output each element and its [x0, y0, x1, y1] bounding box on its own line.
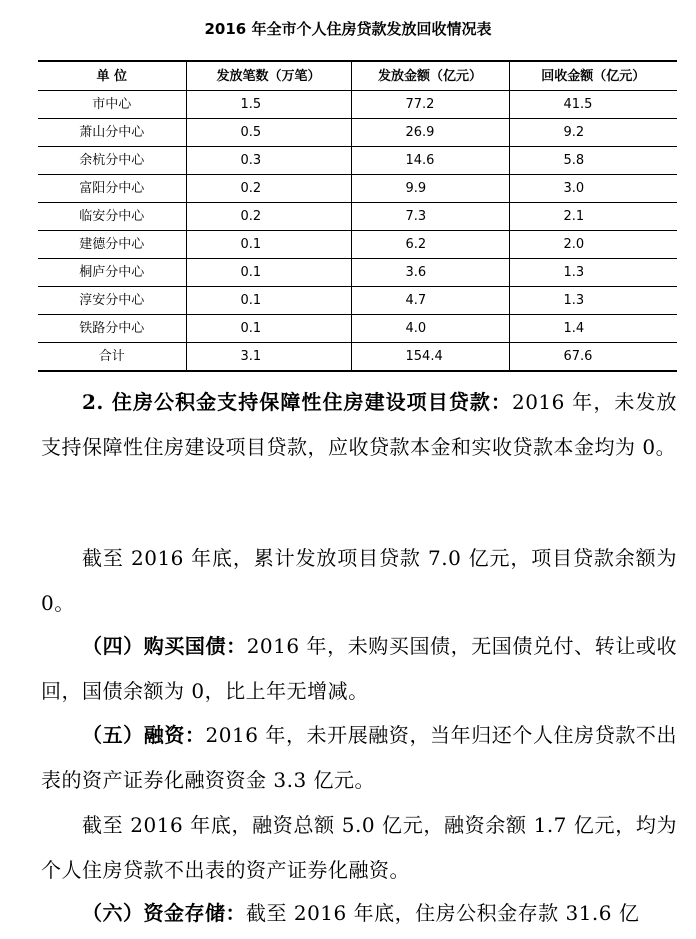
cell-count: 0.1: [186, 231, 351, 259]
header-unit: 单 位: [38, 61, 186, 91]
cell-recovered: 3.0: [509, 175, 677, 203]
section-heading: （六）资金存储：: [82, 901, 246, 925]
cell-issued: 4.0: [351, 315, 509, 343]
cell-unit: 临安分中心: [38, 203, 186, 231]
cell-issued: 6.2: [351, 231, 509, 259]
header-issued: 发放金额（亿元）: [351, 61, 509, 91]
table-row: [38, 259, 677, 287]
cell-recovered: 1.4: [509, 315, 677, 343]
cell-issued: 14.6: [351, 147, 509, 175]
cell-issued: 4.7: [351, 287, 509, 315]
cell-count: 0.2: [186, 175, 351, 203]
paragraph-project-loans: [41, 380, 677, 470]
paragraph-text: 截至 2016 年底，融资总额 5.0 亿元，融资余额 1.7 亿元，均为个人住房贷款不出表的资产证券化融资。: [41, 813, 677, 882]
cell-issued: 3.6: [351, 259, 509, 287]
cell-count: 0.1: [186, 315, 351, 343]
paragraph-financing-balance: [41, 803, 677, 893]
paragraph-text: 2016 年，未购买国债，无国债兑付、转让或收回，国债余额为 0，比上年无增减。: [41, 634, 677, 703]
section-heading: （五）融资：: [82, 723, 206, 747]
cell-unit: 余杭分中心: [38, 147, 186, 175]
cell-recovered: 9.2: [509, 119, 677, 147]
cell-unit: 淳安分中心: [38, 287, 186, 315]
table-total-row: [38, 343, 677, 372]
table-row: [38, 287, 677, 315]
cell-count: 1.5: [186, 91, 351, 119]
cell-unit: 萧山分中心: [38, 119, 186, 147]
table-header-row: [38, 61, 677, 91]
cell-recovered: 1.3: [509, 259, 677, 287]
cell-issued: 77.2: [351, 91, 509, 119]
section-heading: 2. 住房公积金支持保障性住房建设项目贷款：: [82, 390, 512, 414]
cell-unit: 桐庐分中心: [38, 259, 186, 287]
cell-issued: 7.3: [351, 203, 509, 231]
cell-unit: 富阳分中心: [38, 175, 186, 203]
cell-recovered: 2.1: [509, 203, 677, 231]
header-recovered: 回收金额（亿元）: [509, 61, 677, 91]
paragraph-fund-storage: [41, 891, 677, 936]
table-row: [38, 119, 677, 147]
cell-unit: 市中心: [38, 91, 186, 119]
paragraph-bonds: [41, 624, 677, 714]
cell-unit: 建德分中心: [38, 231, 186, 259]
cell-issued: 154.4: [351, 343, 509, 372]
table-row: [38, 91, 677, 119]
paragraph-text: 截至 2016 年底，累计发放项目贷款 7.0 亿元，项目贷款余额为 0。: [41, 546, 677, 615]
cell-recovered: 41.5: [509, 91, 677, 119]
cell-count: 0.3: [186, 147, 351, 175]
cell-count: 0.5: [186, 119, 351, 147]
table-title: 2016 年全市个人住房贷款发放回收情况表: [204, 20, 492, 38]
table-row: [38, 315, 677, 343]
paragraph-financing: [41, 713, 677, 803]
cell-issued: 26.9: [351, 119, 509, 147]
paragraph-text: 截至 2016 年底，住房公积金存款 31.6 亿: [246, 901, 640, 925]
paragraph-project-balance: [41, 536, 677, 626]
cell-recovered: 1.3: [509, 287, 677, 315]
header-count: 发放笔数（万笔）: [186, 61, 351, 91]
cell-recovered: 67.6: [509, 343, 677, 372]
cell-recovered: 2.0: [509, 231, 677, 259]
paragraph-text: 2016 年，未开展融资，当年归还个人住房贷款不出表的资产证券化融资资金 3.3 亿元。: [41, 723, 677, 792]
table-row: [38, 203, 677, 231]
loan-table: [38, 60, 677, 372]
cell-count: 0.1: [186, 259, 351, 287]
paragraph-text: 2016 年，未发放支持保障性住房建设项目贷款，应收贷款本金和实收贷款本金均为 0。: [41, 390, 678, 459]
cell-unit: 合计: [38, 343, 186, 372]
table-row: [38, 147, 677, 175]
cell-issued: 9.9: [351, 175, 509, 203]
cell-count: 0.2: [186, 203, 351, 231]
cell-count: 0.1: [186, 287, 351, 315]
cell-count: 3.1: [186, 343, 351, 372]
cell-unit: 铁路分中心: [38, 315, 186, 343]
cell-recovered: 5.8: [509, 147, 677, 175]
table-row: [38, 231, 677, 259]
section-heading: （四）购买国债：: [82, 634, 247, 658]
table-row: [38, 175, 677, 203]
